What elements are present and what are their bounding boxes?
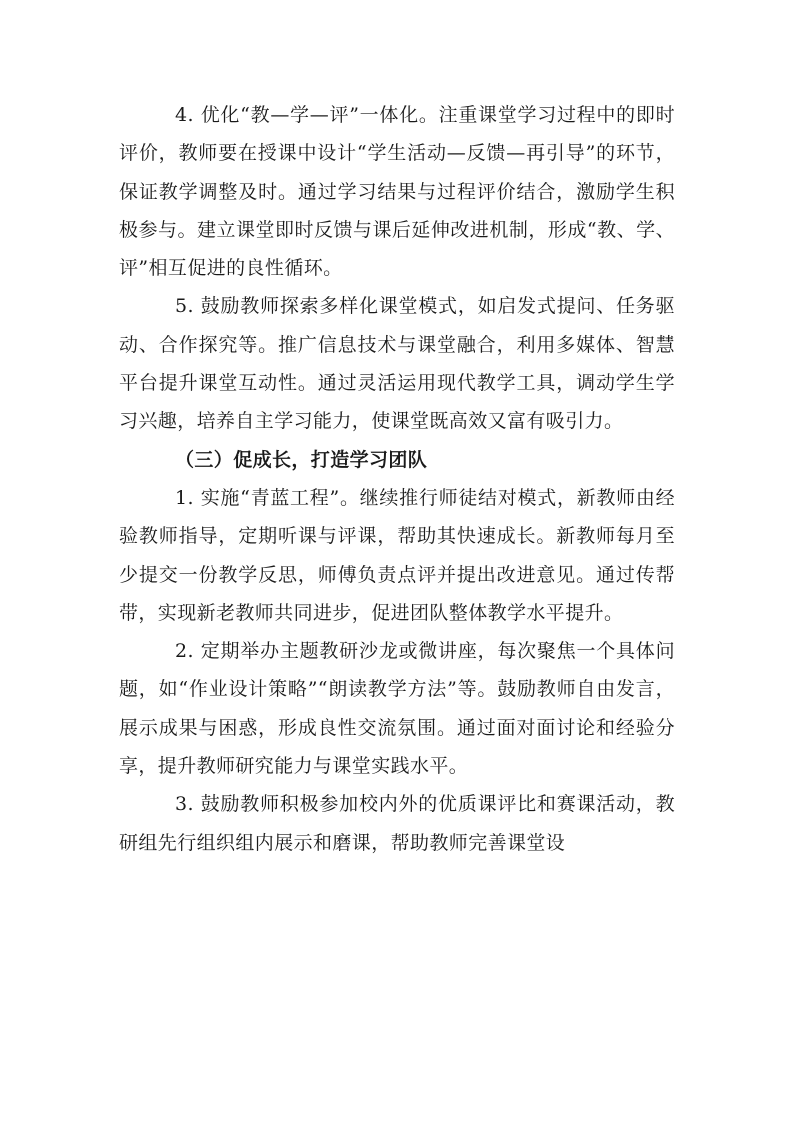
paragraph-item-1-mentoring: 1. 实施“青蓝工程”。继续推行师徒结对模式，新教师由经验教师指导，定期听课与评课，帮助其快速成长。新教师每月至少提交一份教学反思，师傅负责点评并提出改进意见。通过传帮带，实现新老教师共同进步，促进团队整体教学水平提升。 — [119, 486, 675, 624]
paragraph-item-4-evaluation: 4. 优化“教—学—评”一体化。注重课堂学习过程中的即时评价，教师要在授课中设计“学生活动—反馈—再引导”的环节，保证教学调整及时。通过学习结果与过程评价结合，激励学生积极参与。建立课堂即时反馈与课后延伸改进机制，形成“教、学、评”相互促进的良性循环。 — [119, 104, 675, 280]
section-heading-3: （三）促成长，打造学习团队 — [175, 448, 428, 471]
paragraph-item-3-competitions: 3. 鼓励教师积极参加校内外的优质课评比和赛课活动，教研组先行组织组内展示和磨课，帮助教师完善课堂设 — [119, 793, 675, 854]
document-body — [119, 96, 675, 862]
paragraph-item-5-classroom-modes: 5. 鼓励教师探索多样化课堂模式，如启发式提问、任务驱动、合作探究等。推广信息技术与课堂融合，利用多媒体、智慧平台提升课堂互动性。通过灵活运用现代教学工具，调动学生学习兴趣，培养自主学习能力，使课堂既高效又富有吸引力。 — [119, 295, 675, 433]
paragraph-item-2-salon: 2. 定期举办主题教研沙龙或微讲座，每次聚焦一个具体问题，如“作业设计策略”“朗读教学方法”等。鼓励教师自由发言，展示成果与困惑，形成良性交流氛围。通过面对面讨论和经验分享，提升教师研究能力与课堂实践水平。 — [119, 640, 675, 778]
